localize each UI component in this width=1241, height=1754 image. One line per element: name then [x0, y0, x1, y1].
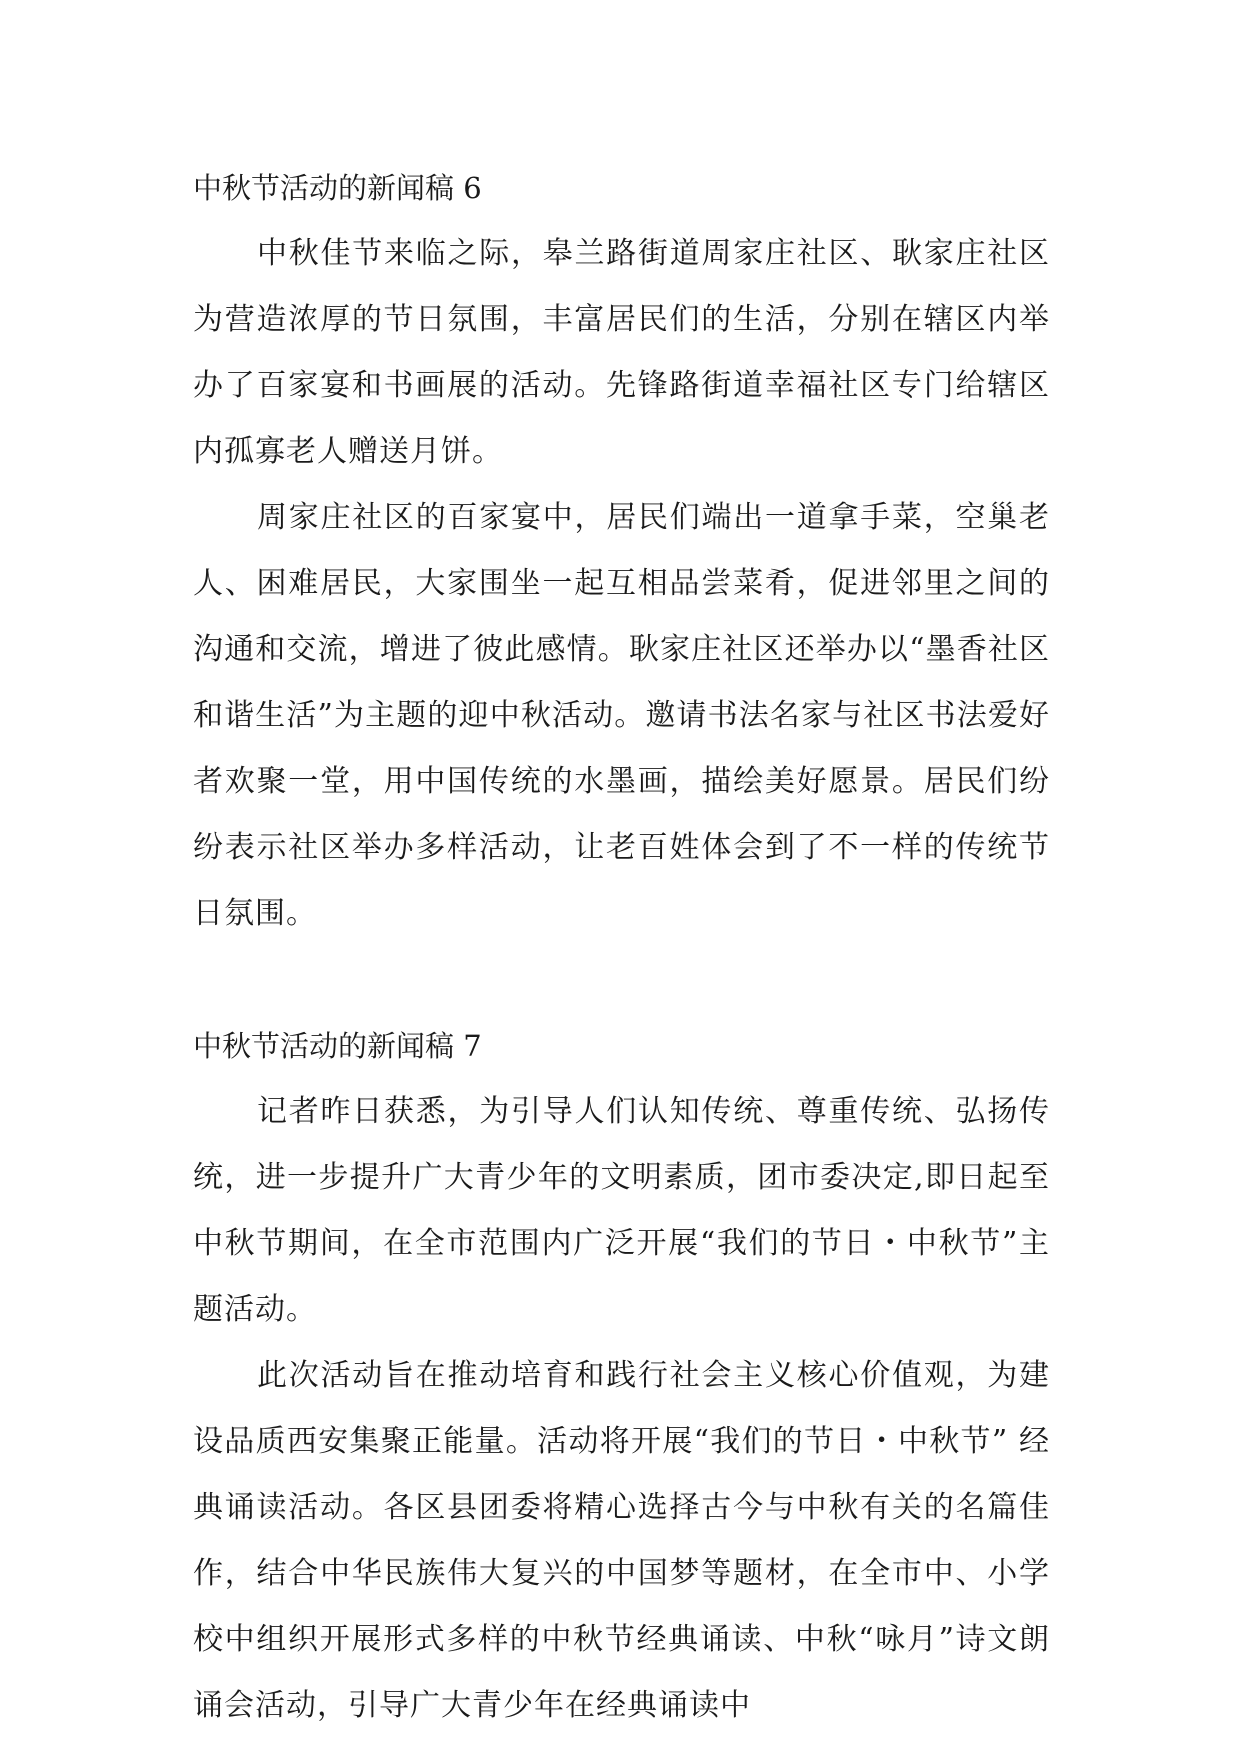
article-section [193, 1013, 1050, 1739]
article-paragraph: 此次活动旨在推动培育和践行社会主义核心价值观，为建设品质西安集聚正能量。活动将开展“我们的节日・中秋节” 经典诵读活动。各区县团委将精心选择古今与中秋有关的名篇佳作，结合中华民族伟大复兴的中国梦等题材，在全市中、小学校中组织开展形式多样的中秋节经典诵读、中秋“咏月”诗文朗诵会活动，引导广大青少年在经典诵读中 [193, 1358, 1050, 1723]
article-paragraph: 周家庄社区的百家宴中，居民们端出一道拿手菜，空巢老人、困难居民，大家围坐一起互相品尝菜肴，促进邻里之间的沟通和交流，增进了彼此感情。耿家庄社区还举办以“墨香社区和谐生活”为主题的迎中秋活动。邀请书法名家与社区书法爱好者欢聚一堂，用中国传统的水墨画，描绘美好愿景。居民们纷纷表示社区举办多样活动，让老百姓体会到了不一样的传统节日氛围。 [193, 500, 1050, 931]
section-spacer [193, 947, 1050, 1013]
article-paragraph: 记者昨日获悉，为引导人们认知传统、尊重传统、弘扬传统，进一步提升广大青少年的文明素质，团市委决定,即日起至中秋节期间，在全市范围内广泛开展“我们的节日・中秋节”主题活动。 [193, 1094, 1050, 1327]
document-page [193, 155, 1050, 1739]
article-title: 中秋节活动的新闻稿 6 [193, 171, 482, 205]
article-title: 中秋节活动的新闻稿 7 [193, 1029, 482, 1063]
article-section [193, 155, 1050, 947]
article-paragraph: 中秋佳节来临之际，皋兰路街道周家庄社区、耿家庄社区为营造浓厚的节日氛围，丰富居民们的生活，分别在辖区内举办了百家宴和书画展的活动。先锋路街道幸福社区专门给辖区内孤寡老人赠送月饼。 [193, 236, 1050, 469]
